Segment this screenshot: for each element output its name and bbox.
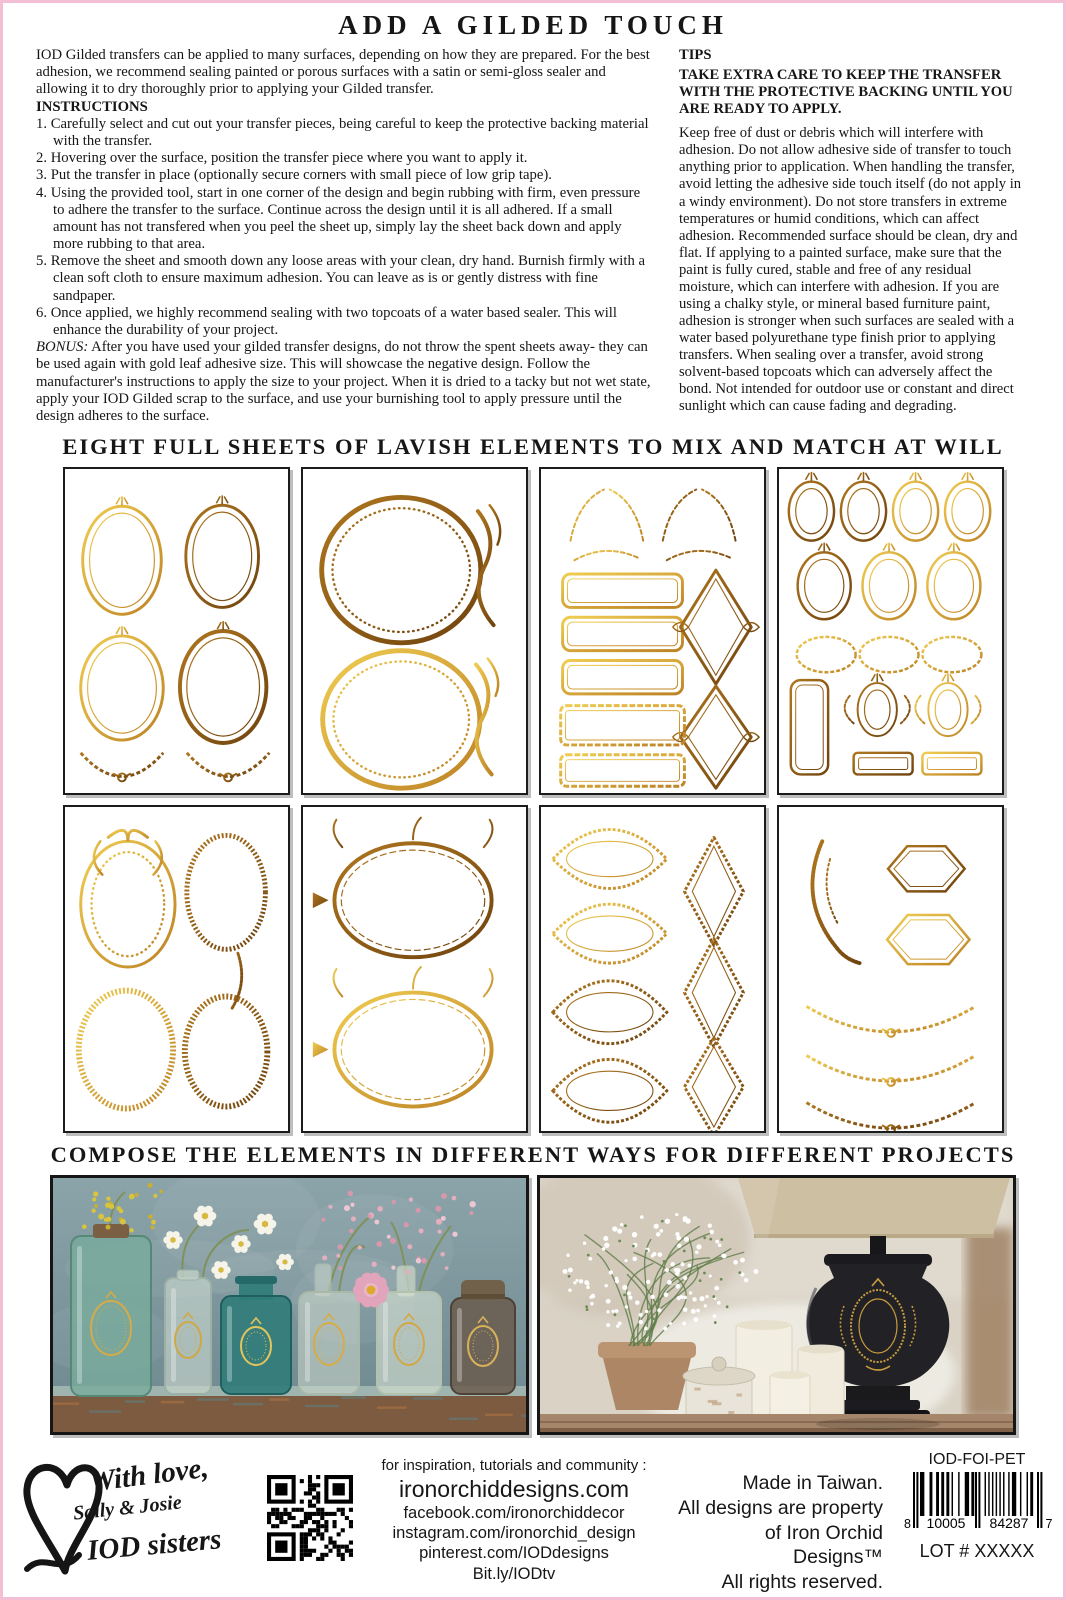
pinterest-link: pinterest.com/IODdesigns [419,1544,609,1563]
rights-line-3: All rights reserved. [721,1571,883,1594]
instruction-item: 2. Hovering over the surface, position the transfer piece where you want to apply it. [36,150,528,167]
community-links [363,1457,665,1584]
sheet-panel-8 [777,805,1004,1133]
instruction-item: 1. Carefully select and cut out your transfer pieces, being careful to keep the protective backing material with the transfer. [36,115,649,149]
intro-paragraph: IOD Gilded transfers can be applied to many surfaces, depending on how they are prepared. For the best adhesion, we recommend sealing painted or porous surfaces with a satin or semi-gloss sealer and allowing it to dry thoroughly prior to applying your Gilded transfer. [36,47,650,98]
community-intro: for inspiration, tutorials and community : [381,1457,647,1475]
barcode-block [893,1451,1061,1562]
rights-line-1: All designs are property [678,1496,883,1519]
instructions-heading: INSTRUCTIONS [36,98,148,115]
sheet-ornaments-svg [779,807,1002,1131]
text-columns [3,47,1063,425]
footer [3,1435,1063,1595]
sku-code: IOD-FOI-PET [928,1451,1026,1469]
qr-code [267,1475,353,1566]
bottles-photo-art [53,1178,526,1432]
barcode-digits-2: 84287 [989,1515,1029,1532]
tips-warning: TAKE EXTRA CARE TO KEEP THE TRANSFER WITH THE PROTECTIVE BACKING UNTIL YOU ARE READY TO APPLY. [679,67,1013,118]
signature-line-1: With love, [87,1451,211,1499]
instagram-link: instagram.com/ironorchid_design [392,1524,636,1543]
barcode-icon [901,1470,1053,1536]
qr-code-icon [267,1475,353,1561]
legal-block [671,1471,883,1595]
page-title: ADD A GILDED TOUCH [338,10,728,40]
lot-number: LOT # XXXXX [919,1541,1035,1562]
photo-lamp [537,1175,1016,1435]
bitly-link: Bit.ly/IODtv [472,1564,556,1583]
rights-line-2: of Iron Orchid Designs™ [764,1521,883,1569]
barcode-digits-1: 10005 [926,1515,966,1532]
signature-line-3: IOD sisters [85,1523,223,1567]
instruction-item: 5. Remove the sheet and smooth down any loose areas with your clean, dry hand. Burnish firmly with a clean soft cloth to ensure maximum adhesion. You can leave as is or gently distress with fine sandpaper. [36,253,645,304]
project-photos [3,1175,1063,1435]
instruction-item: 4. Using the provided tool, start in one corner of the design and begin rubbing with firm, even pressure to adhere the transfer to the surface. Continue across the design until it is all adhered. If a small amount has not transfered when you peel the sheet up, simply lay the sheet back down and apply more rubbing to that area. [36,184,641,253]
left-column [36,47,653,425]
sheets-grid [3,467,1063,1133]
barcode-digit-right: 7 [1045,1517,1053,1532]
sheet-ornaments-svg [541,469,764,793]
tips-heading: TIPS [679,47,712,63]
bonus-paragraph [36,339,653,425]
sheet-ornaments-svg [65,469,288,793]
photo-bottles [50,1175,529,1435]
bonus-text: After you have used your gilded transfer designs, do not throw the spent sheets away- they can be used again with gold leaf adhesive size. This will showcase the negative design. Follow the manufacturer's instructions to apply the size to your project. When it is dried to a tacky but not wet state, apply your IOD Gilded scrap to the surface, and use your burnishing tool to apply pressure until the design adheres to the surface. [36,339,651,424]
sheet-panel-6 [301,805,528,1133]
sheet-ornaments-svg [65,807,288,1131]
sheet-ornaments-svg [779,469,1002,793]
made-in-line: Made in Taiwan. [742,1472,883,1495]
sheet-ornaments-svg [303,807,526,1131]
sheet-ornaments-svg [303,469,526,793]
signature-block [9,1445,267,1585]
sheet-panel-7 [539,805,766,1133]
barcode-digit-left: 8 [904,1517,911,1532]
compose-heading: COMPOSE THE ELEMENTS IN DIFFERENT WAYS FOR DIFFERENT PROJECTS [50,1142,1016,1168]
sheet-panel-4 [777,467,1004,795]
sheet-panel-3 [539,467,766,795]
sheet-panel-5 [63,805,290,1133]
instruction-item: 3. Put the transfer in place (optionally secure corners with small piece of low grip tape). [36,167,552,184]
bonus-label: BONUS: [36,339,89,356]
signature-line-2: Sally & Josie [72,1491,183,1525]
sheet-panel-2 [301,467,528,795]
facebook-link: facebook.com/ironorchiddecor [403,1504,625,1523]
website-link: ironorchiddesigns.com [398,1476,630,1503]
sheets-heading: EIGHT FULL SHEETS OF LAVISH ELEMENTS TO MIX AND MATCH AT WILL [62,434,1004,460]
right-column [679,47,1027,425]
sheet-panel-1 [63,467,290,795]
tips-body: Keep free of dust or debris which will interfere with adhesion. Do not allow adhesive side of transfer to touch anything prior to application. When handling the transfer, avoid letting the adhesive side touch itself (do not apply in a windy environment). Do not store transfers in extreme temperatures or humid conditions, which can affect adhesion. Recommended surface should be clean, dry and flat. If applying to a painted surface, make sure that the paint is fully cured, stable and free of any residual moisture, which can interfere with adhesion. If you are using a chalky style, or mineral based furniture paint, adhesion is stronger when such surfaces are sealed with a water based polyurethane type finish prior to applying transfers. When sealing over a transfer, avoid strong solvent-based topcoats which can adversely affect the bond. Not intended for outdoor use or constant and direct sunlight which can cause fading and degrading. [679,125,1022,415]
lamp-photo-art [540,1178,1013,1432]
instruction-item: 6. Once applied, we highly recommend sealing with two topcoats of a water based sealer. This will enhance the durability of your project. [36,304,617,338]
sheet-ornaments-svg [541,807,764,1131]
